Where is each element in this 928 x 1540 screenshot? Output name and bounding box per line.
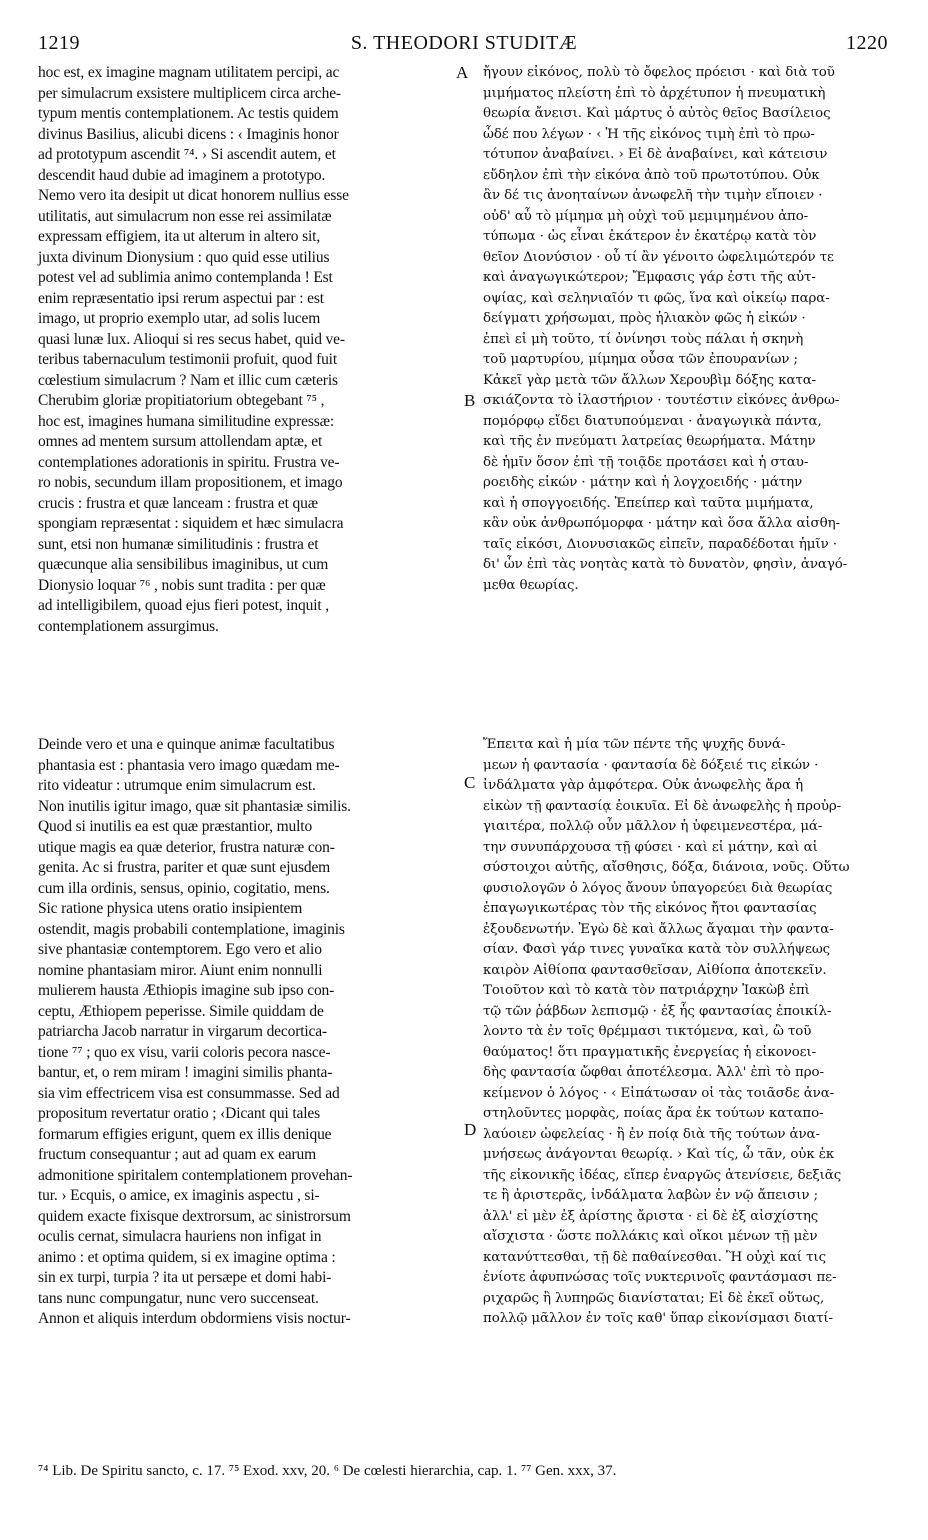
latin-line: cœlestium simulacrum ? Nam et illic cum cæteris bbox=[38, 371, 338, 389]
latin-line: quasi lunæ lux. Alioqui si res secus habet, quid ve- bbox=[38, 330, 345, 348]
greek-line: στηλοῦντες μορφὰς, ποίας ἄρα ἐκ τούτων καταπο- bbox=[483, 1106, 824, 1121]
greek-line: δὲ ἡμῖν ὅσον ἐπὶ τῇ τοιᾷδε προτάσει καὶ ἡ σταυ- bbox=[483, 454, 809, 470]
greek-line: πολλῷ μᾶλλον ἐν τοῖς καθ' ὕπαρ εἰκονίσμασι διατί- bbox=[483, 1311, 833, 1326]
greek-line: ροειδὴς εἰκών · μάτην καὶ ἡ λογχοειδής · μάτην bbox=[483, 475, 803, 490]
latin-line: sunt, etsi non humanæ similitudinis : frustra et bbox=[38, 535, 319, 553]
greek-line: εἰκὼν τῇ φαντασίᾳ ἐοικυῖα. Εἰ δὲ ἀνωφελὴς ἡ προὐρ- bbox=[483, 798, 842, 814]
latin-line: Sic ratione physica utens oratio insipientem bbox=[38, 900, 303, 917]
latin-line: contemplationes adorationis in spiritu. Frustra ve- bbox=[38, 453, 340, 471]
running-title: S. THEODORI STUDITÆ bbox=[350, 32, 578, 54]
latin-line: utilitatis, aut simulacrum non esse rei assimilatæ bbox=[38, 207, 332, 225]
latin-line: admonitione spiritalem contemplationem provehan- bbox=[38, 1166, 353, 1184]
greek-line: μεθα θεωρίας. bbox=[483, 577, 579, 593]
latin-line: sive phantasiæ contemptorem. Ego vero et alio bbox=[38, 941, 322, 958]
greek-line: ἀλλ' εἰ μὲν ἐξ ἀρίστης ἄριστα · εἰ δὲ ἐξ αἰσχίστης bbox=[483, 1208, 819, 1224]
greek-line: ἤγουν εἰκόνος, πολὺ τὸ ὄφελος πρόεισι · καὶ διὰ τοῦ bbox=[483, 65, 835, 80]
latin-line: rito videatur : utrumque enim simulacrum est. bbox=[38, 777, 316, 794]
latin-line: patriarcha Jacob narratur in virgarum decortica- bbox=[38, 1023, 328, 1040]
section-marker-c: C bbox=[464, 773, 476, 792]
latin-line: bantur, et, o rem miram ! imagini similis phanta- bbox=[38, 1064, 333, 1081]
greek-line: κατανύττεσθαι, τῇ δὲ παθαίνεσθαι. Ἢ οὐχὶ καί τις bbox=[483, 1249, 826, 1265]
greek-line: τοῦ μαρτυρίου, μίμημα οὖσα τῶν ἐπουρανίων ; bbox=[483, 352, 798, 367]
latin-line: oculis cernat, simulacra hauriens non infigat in bbox=[38, 1228, 322, 1245]
greek-line: ριχαρῶς ἢ λυπηρῶς διανίσταται; Εἰ δὲ ἐκεῖ οὕτως, bbox=[483, 1290, 825, 1306]
greek-column-bottom bbox=[483, 735, 889, 1330]
latin-column-bottom bbox=[38, 735, 453, 1330]
greek-line: τύπωμα · ὡς εἶναι ἑκάτερον ἐν ἑκατέρῳ κατὰ τὸν bbox=[483, 229, 817, 244]
latin-line: tione ⁷⁷ ; quo ex visu, varii coloris pecora nasce- bbox=[38, 1043, 331, 1061]
latin-line: omnes ad mentem sursum attollendam aptæ, et bbox=[38, 433, 323, 450]
section-marker-b: B bbox=[464, 391, 476, 410]
latin-line: tans nunc compungatur, nunc vero succenseat. bbox=[38, 1289, 319, 1307]
latin-line: mulierem hausta Æthiopis imagine sub ipso con- bbox=[38, 982, 335, 999]
latin-line: Nemo vero ita desipit ut dicat honorem nullius esse bbox=[38, 187, 349, 204]
greek-line: ταῖς εἰκόσι, Διονυσιακῶς εἰπεῖν, παραδέδοται ἡμῖν · bbox=[483, 536, 837, 552]
latin-line: expressam effigiem, ita ut alterum in altero sit, bbox=[38, 228, 321, 245]
latin-line: quæcunque alia sensibilibus imaginibus, ut cum bbox=[38, 556, 329, 573]
greek-line: δι' ὧν ἐπὶ τὰς νοητὰς κατὰ τὸ δυνατὸν, φησὶν, ἀναγό- bbox=[483, 557, 848, 572]
latin-line: formarum effigies erigunt, quem ex illis denique bbox=[38, 1125, 332, 1143]
greek-line: πομόρφῳ εἴδει διατυπούμεναι · ἀναγωγικὰ πάντα, bbox=[483, 413, 822, 429]
latin-line: Cherubim gloriæ propitiatorium obtegebant ⁷⁵ , bbox=[38, 392, 325, 409]
latin-line: hoc est, ex imagine magnam utilitatem percipi, ac bbox=[38, 64, 340, 81]
greek-line: θεῖον Διονύσιον · οὗ τί ἂν γένοιτο ὠφελιμώτερόν τε bbox=[483, 249, 834, 265]
greek-line: φυσιολογῶν ὁ λόγος ἄνουν ὑπαγορεύει διὰ θεωρίας bbox=[483, 880, 833, 896]
greek-line: ὧδέ που λέγων · ‹ Ἡ τῆς εἰκόνος τιμὴ ἐπὶ τὸ πρω- bbox=[483, 126, 815, 142]
greek-line: Ἔπειτα καὶ ἡ μία τῶν πέντε τῆς ψυχῆς δυνά- bbox=[483, 737, 786, 752]
latin-line: Dionysio loquar ⁷⁶ , nobis sunt tradita : per quæ bbox=[38, 576, 326, 594]
running-header bbox=[0, 32, 928, 58]
greek-line: αἴσχιστα · ὥστε πολλάκις καὶ οἴκοι μένων τῇ μὲν bbox=[483, 1229, 818, 1244]
greek-line: καὶ ἡ σπογγοειδής. Ἐπείπερ καὶ ταῦτα μιμήματα, bbox=[483, 495, 814, 511]
latin-line: Annon et aliquis interdum obdormiens visis noctur- bbox=[38, 1310, 351, 1327]
greek-line: λοντο τὰ ἐν τοῖς θρέμμασι τικτόμενα, καὶ, ὢ τοῦ bbox=[483, 1024, 812, 1039]
greek-line: οὐδ' αὖ τὸ μίμημα μὴ οὐχὶ τοῦ μεμιμημένου ἀπο- bbox=[483, 208, 809, 224]
latin-line: tur. › Ecquis, o amice, ex imaginis aspectu , si- bbox=[38, 1187, 320, 1204]
greek-line: θεωρία ἄνεισι. Καὶ μάρτυς ὁ αὐτὸς θεῖος Βασίλειος bbox=[483, 106, 831, 121]
greek-line: μνήσεως ἀνάγονται θεωρίᾳ. › Καὶ τίς, ὦ τᾶν, οὐκ ἐκ bbox=[483, 1147, 835, 1162]
latin-line: spongiam repræsentat : siquidem et hæc simulacra bbox=[38, 515, 344, 532]
latin-line: sin ex turpi, turpia ? ita ut persæpe et domi habi- bbox=[38, 1269, 332, 1286]
greek-line: τότυπον ἀναβαίνει. › Εἰ δὲ ἀναβαίνει, καὶ κάτεισιν bbox=[483, 147, 828, 162]
greek-line: κείμενον ὁ λόγος · ‹ Εἰπάτωσαν οἱ τὰς τοιᾶσδε ἀνα- bbox=[483, 1085, 835, 1101]
latin-line: sia vim effectricem visa est consummasse. Sed ad bbox=[38, 1084, 340, 1102]
latin-line: typum mentis contemplationem. Ac testis quidem bbox=[38, 105, 339, 122]
latin-line: cum illa ordinis, sensus, opinio, cogitatio, mens. bbox=[38, 879, 330, 897]
greek-line: τε ἢ ἀριστερᾶς, ἰνδάλματα λαβὼν ἐν νῷ ἄπεισιν ; bbox=[483, 1188, 819, 1203]
section-marker-d: D bbox=[464, 1120, 477, 1139]
greek-line: δείγματι χρήσωμαι, πρὸς ἡλιακὸν φῶς ἡ εἰκών · bbox=[483, 311, 806, 326]
greek-line: Τοιοῦτον καὶ τὸ κατὰ τὸν πατριάρχην Ἰακὼβ ἐπὶ bbox=[483, 983, 810, 998]
greek-line: καιρὸν Αἰθίοπα φαντασθεῖσαν, Αἰθίοπα ἀποτεκεῖν. bbox=[483, 962, 827, 978]
greek-line: γιαιτέρα, πολλῷ οὖν μᾶλλον ἡ ὑφειμενεστέρα, μά- bbox=[483, 819, 823, 834]
greek-line: δὴς φαντασία ὤφθαι ἀποτέλεσμα. Ἀλλ' ἐπὶ τὸ προ- bbox=[483, 1065, 824, 1080]
greek-column-top bbox=[483, 63, 889, 596]
latin-line: propositum revertatur oratio ; ‹Dicant qui tales bbox=[38, 1105, 321, 1122]
greek-line: καὶ ἀναγωγικώτερον; Ἔμφασις γάρ ἐστι τῆς αὐτ- bbox=[483, 270, 816, 285]
greek-line: την συνυπάρχουσα τῇ φύσει · καὶ εἰ μάτην, καὶ αἱ bbox=[483, 839, 818, 855]
latin-line: descendit haud dubie ad imaginem a prototypo. bbox=[38, 166, 326, 184]
greek-line: ἐνίοτε ἀφυπνώσας τοῖς νυκτερινοῖς φαντάσμασι πε- bbox=[483, 1270, 837, 1285]
latin-line: ceptu, Æthiopem peperisse. Simile quiddam de bbox=[38, 1002, 324, 1020]
latin-line: divinus Basilius, alicubi dicens : ‹ Imaginis honor bbox=[38, 125, 339, 143]
greek-line: μεων ἡ φαντασία · φαντασία δὲ δόξειέ τις εἰκών · bbox=[483, 757, 819, 773]
greek-line: ἰνδάλματα γὰρ ἀμφότερα. Οὐκ ἀνωφελὴς ἄρα ἡ bbox=[483, 778, 804, 793]
latin-line: Quod si inutilis ea est quæ præstantior, multo bbox=[38, 818, 313, 835]
latin-line: enim repræsentatio ipsi rerum aspectui par : est bbox=[38, 289, 324, 307]
greek-line: ἂν δέ τις ἀνοηταίνων ἀνωφελῆ τὴν τιμὴν εἴποιεν · bbox=[483, 188, 823, 203]
latin-line: quidem exacte fixisque dextrorsum, ac sinistrorsum bbox=[38, 1207, 351, 1225]
greek-line: εὔδηλον ἐπὶ τὴν εἰκόνα ἀπὸ τοῦ πρωτοτύπου. Οὐκ bbox=[483, 167, 820, 183]
greek-line: κἂν οὐκ ἀνθρωπόμορφα · μάτην καὶ ὅσα ἄλλα αἰσθη- bbox=[483, 516, 840, 531]
latin-line: per simulacrum exsistere multiplicem circa arche- bbox=[38, 84, 341, 102]
latin-line: ad intelligibilem, quoad ejus fieri potest, inquit , bbox=[38, 597, 329, 614]
greek-line: σκιάζοντα τὸ ἱλαστήριον · τουτέστιν εἰκόνες ἀνθρω- bbox=[483, 393, 840, 408]
latin-line: potest vel ad sublimia animo contemplanda ! Est bbox=[38, 269, 333, 286]
greek-line: σίαν. Φασὶ γάρ τινες γυναῖκα κατὰ τὸν συλλήψεως bbox=[483, 942, 831, 957]
page-number-left: 1219 bbox=[38, 32, 80, 54]
latin-line: ad prototypum ascendit ⁷⁴. › Si ascendit autem, et bbox=[38, 146, 336, 163]
greek-line: καὶ τῆς ἐν πνεύματι λατρείας θεωρήματα. Μάτην bbox=[483, 434, 816, 449]
latin-line: phantasia est : phantasia vero imago quædam me- bbox=[38, 756, 340, 774]
latin-column-top bbox=[38, 63, 453, 637]
latin-line: teribus tabernaculum testimonii profuit, quod fuit bbox=[38, 351, 337, 368]
greek-line: μιμήματος πλείστη ἐπὶ τὸ ἀρχέτυπον ἡ πνευματικὴ bbox=[483, 85, 826, 101]
latin-line: animo : et optima quidem, si ex imagine optima : bbox=[38, 1248, 336, 1266]
greek-line: τῷ τῶν ῥάβδων λεπισμῷ · ἐξ ἧς φαντασίας ἐποικίλ- bbox=[483, 1003, 832, 1019]
greek-line: οψίας, καὶ σεληνιαῖόν τι φῶς, ἵνα καὶ οἰκείῳ παρα- bbox=[483, 290, 830, 306]
latin-line: juxta divinum Dionysium : quo quid esse utilius bbox=[38, 248, 330, 266]
latin-line: Non inutilis igitur imago, quæ sit phantasiæ similis. bbox=[38, 797, 351, 815]
page-number-right: 1220 bbox=[846, 32, 888, 54]
greek-line: ἐπεὶ εἰ μὴ τοῦτο, τί ὀνίνησι τοὺς πάλαι ἡ σκηνὴ bbox=[483, 331, 804, 347]
latin-line: nomine phantasiam miror. Aiunt enim nonnulli bbox=[38, 961, 323, 979]
greek-line: τῆς εἰκονικῆς ἰδέας, εἴπερ ἐναργῶς ἀτενίσειε, δεξιᾶς bbox=[483, 1167, 842, 1183]
greek-line: θαύματος! ὅτι πραγματικῆς ἐνεργείας ἡ εἰκονοει- bbox=[483, 1044, 817, 1060]
latin-line: utique magis ea quæ deterior, frustra naturæ con- bbox=[38, 838, 335, 856]
greek-line: λαύοιεν ὠφελείας · ἢ ἐν ποίᾳ διὰ τῆς τούτων ἀνα- bbox=[483, 1126, 820, 1142]
latin-line: imago, ut proprio exemplo utar, ad solis lucem bbox=[38, 310, 321, 327]
latin-line: Deinde vero et una e quinque animæ facultatibus bbox=[38, 736, 335, 753]
latin-line: ostendit, magis probabili contemplatione, imaginis bbox=[38, 920, 345, 938]
greek-line: Κἀκεῖ γὰρ μετὰ τῶν ἄλλων Χερουβὶμ δόξης κατα- bbox=[483, 372, 817, 388]
latin-line: crucis : frustra et quæ lanceam : frustra et quæ bbox=[38, 494, 318, 512]
section-marker-a: A bbox=[456, 63, 469, 82]
latin-line: contemplationem assurgimus. bbox=[38, 617, 219, 635]
greek-line: σύστοιχοι αὐτῆς, αἴσθησις, δόξα, διάνοια, νοῦς. Οὕτω bbox=[483, 860, 850, 875]
latin-line: ro nobis, secundum illam propositionem, et imago bbox=[38, 474, 343, 491]
latin-line: genita. Ac si frustra, pariter et quæ sunt ejusdem bbox=[38, 859, 331, 876]
latin-line: fructum consequantur ; aut ad quam ex earum bbox=[38, 1146, 317, 1163]
latin-line: hoc est, imagines humana similitudine expressæ: bbox=[38, 412, 335, 430]
greek-line: ἐπαγωγικωτέρας τὸν τῆς εἰκόνος ἤτοι φαντασίας bbox=[483, 901, 817, 916]
greek-line: ἐξουδενωτήν. Ἐγὼ δὲ καὶ ἄλλως ἄγαμαι τὴν φαντα- bbox=[483, 921, 834, 937]
footnotes: ⁷⁴ Lib. De Spiritu sancto, c. 17. ⁷⁵ Exod. xxv, 20. ⁶ De cœlesti hierarchia, cap. 1. ⁷⁷ Gen. xxx, 37. bbox=[38, 1463, 617, 1479]
